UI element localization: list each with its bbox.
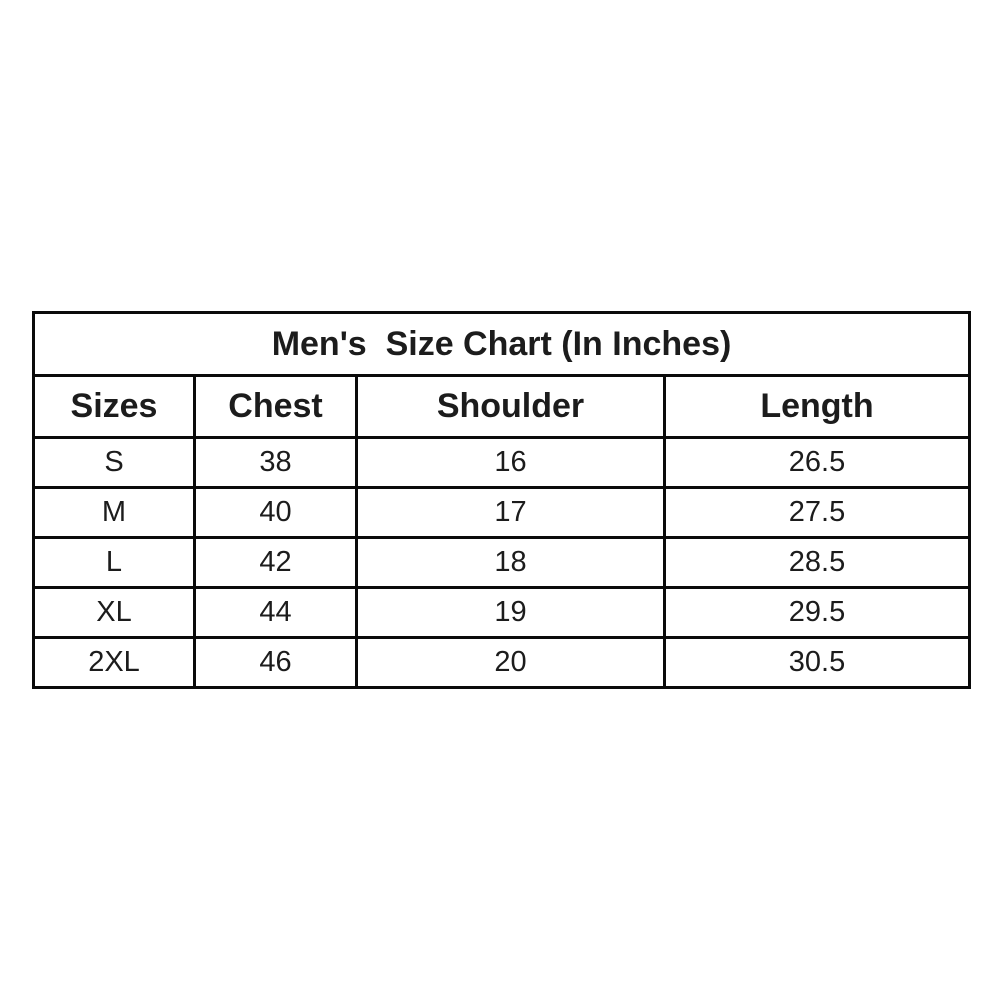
column-header-sizes: Sizes (34, 376, 195, 438)
table-title: Men's Size Chart (In Inches) (34, 313, 970, 376)
table-row-2xl (34, 638, 970, 688)
cell-shoulder-m: 17 (357, 488, 665, 538)
cell-chest-s: 38 (195, 438, 357, 488)
cell-length-s: 26.5 (665, 438, 970, 488)
cell-sizes-xl: XL (34, 588, 195, 638)
table-row-xl (34, 588, 970, 638)
table-row-m (34, 488, 970, 538)
cell-chest-xl: 44 (195, 588, 357, 638)
cell-shoulder-l: 18 (357, 538, 665, 588)
column-header-shoulder: Shoulder (357, 376, 665, 438)
cell-shoulder-2xl: 20 (357, 638, 665, 688)
cell-length-l: 28.5 (665, 538, 970, 588)
cell-length-xl: 29.5 (665, 588, 970, 638)
cell-length-m: 27.5 (665, 488, 970, 538)
column-header-length: Length (665, 376, 970, 438)
cell-sizes-l: L (34, 538, 195, 588)
table-header-row (34, 376, 970, 438)
column-header-chest: Chest (195, 376, 357, 438)
table-title-row (34, 313, 970, 376)
table-row-s (34, 438, 970, 488)
cell-sizes-s: S (34, 438, 195, 488)
cell-chest-m: 40 (195, 488, 357, 538)
size-chart-table (32, 311, 971, 689)
cell-chest-2xl: 46 (195, 638, 357, 688)
cell-length-2xl: 30.5 (665, 638, 970, 688)
cell-shoulder-s: 16 (357, 438, 665, 488)
cell-sizes-m: M (34, 488, 195, 538)
cell-chest-l: 42 (195, 538, 357, 588)
table-row-l (34, 538, 970, 588)
cell-sizes-2xl: 2XL (34, 638, 195, 688)
cell-shoulder-xl: 19 (357, 588, 665, 638)
